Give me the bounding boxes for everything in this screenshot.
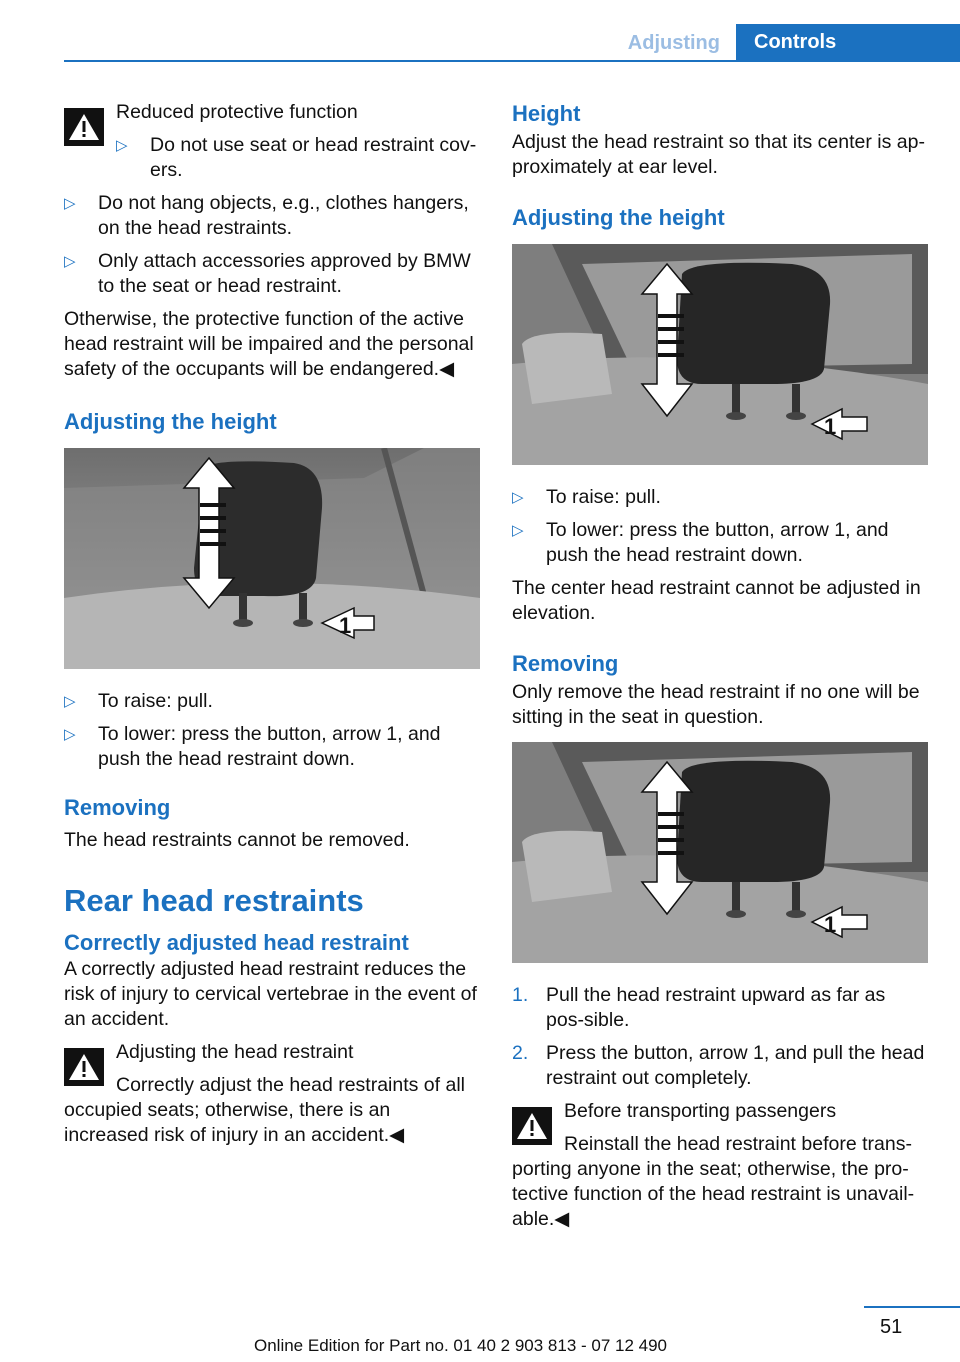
- triangle-right-icon: ▷: [512, 522, 524, 539]
- list-item: 1. Pull the head restraint upward as far as pos-sible.: [512, 984, 886, 1031]
- step-number: 1.: [512, 984, 529, 1006]
- paragraph: Otherwise, the protective function of the active head restraint will be impaired and the personal safety of the occupants will be endangered.◀: [64, 308, 474, 380]
- bullet-list: [64, 689, 480, 772]
- warning-block: [64, 100, 480, 183]
- paragraph: The head restraints cannot be removed.: [64, 829, 410, 851]
- left-column: [64, 100, 480, 1148]
- section-heading: Adjusting the height: [64, 409, 277, 434]
- paragraph: The center head restraint cannot be adjusted in elevation.: [512, 577, 921, 624]
- numbered-list: [512, 983, 928, 1091]
- arrow-label: 1: [339, 613, 352, 638]
- section-heading: Correctly adjusted head restraint: [64, 930, 409, 955]
- warning-block: [64, 1040, 480, 1148]
- warning-block: [512, 1099, 928, 1232]
- head-restraint-illustration: [64, 448, 480, 669]
- section-heading: Removing: [64, 795, 171, 820]
- list-item: ▷ To raise: pull.: [64, 690, 213, 712]
- warning-triangle-icon: [64, 108, 104, 146]
- chapter-heading: Rear head restraints: [64, 883, 364, 918]
- paragraph: Adjust the head restraint so that its center is ap-proximately at ear level.: [512, 131, 925, 178]
- bullet-list: [64, 191, 480, 299]
- step-number: 2.: [512, 1042, 529, 1064]
- list-item: ▷ Do not hang objects, e.g., clothes hangers, on the head restraints.: [64, 192, 469, 239]
- triangle-right-icon: ▷: [64, 693, 76, 710]
- right-column: [512, 100, 928, 1232]
- section-heading: Removing: [512, 651, 619, 676]
- rear-head-restraint-illustration: [512, 244, 928, 465]
- edition-note: Online Edition for Part no. 01 40 2 903 813 - 07 12 490: [254, 1336, 668, 1355]
- section-label: Adjusting: [627, 32, 720, 54]
- warning-triangle-icon: [512, 1107, 552, 1145]
- footer-rule: [864, 1306, 960, 1308]
- warning-body: Correctly adjust the head restraints of all occupied seats; otherwise, there is an increased risk of injury in an accident.◀: [64, 1074, 466, 1146]
- warning-title: Reduced protective function: [116, 101, 358, 123]
- list-item: ▷ Only attach accessories approved by BMW to the seat or head restraint.: [64, 250, 471, 297]
- page-number: 51: [880, 1316, 903, 1338]
- list-item: ▷ Do not use seat or head restraint cov-ers.: [116, 134, 477, 181]
- chapter-tab: Controls: [736, 24, 960, 60]
- page-header: [64, 24, 960, 62]
- arrow-label: 1: [824, 912, 837, 937]
- arrow-label: 1: [824, 414, 837, 439]
- triangle-right-icon: ▷: [116, 137, 128, 154]
- triangle-right-icon: ▷: [512, 489, 524, 506]
- list-item: 2. Press the button, arrow 1, and pull the head restraint out completely.: [512, 1042, 925, 1089]
- list-item: ▷ To lower: press the button, arrow 1, and push the head restraint down.: [64, 723, 441, 770]
- paragraph: A correctly adjusted head restraint reduces the risk of injury to cervical vertebrae in the event of an accident.: [64, 958, 477, 1030]
- triangle-right-icon: ▷: [64, 726, 76, 743]
- section-heading: Height: [512, 101, 581, 126]
- list-item: ▷ To lower: press the button, arrow 1, and push the head restraint down.: [512, 519, 889, 566]
- warning-title: Adjusting the head restraint: [116, 1041, 354, 1063]
- section-heading: Adjusting the height: [512, 205, 725, 230]
- warning-body: Reinstall the head restraint before trans-porting anyone in the seat; otherwise, the pro-tective function of the head restraint is unavail-able.◀: [512, 1133, 915, 1230]
- rear-head-restraint-removal-illustration: [512, 742, 928, 963]
- bullet-list: [512, 485, 928, 568]
- triangle-right-icon: ▷: [64, 195, 76, 212]
- paragraph: Only remove the head restraint if no one will be sitting in the seat in question.: [512, 681, 920, 728]
- warning-title: Before transporting passengers: [564, 1100, 837, 1122]
- warning-triangle-icon: [64, 1048, 104, 1086]
- list-item: ▷ To raise: pull.: [512, 486, 661, 508]
- warning-list: [116, 133, 480, 183]
- triangle-right-icon: ▷: [64, 253, 76, 270]
- header-rule: [64, 60, 960, 62]
